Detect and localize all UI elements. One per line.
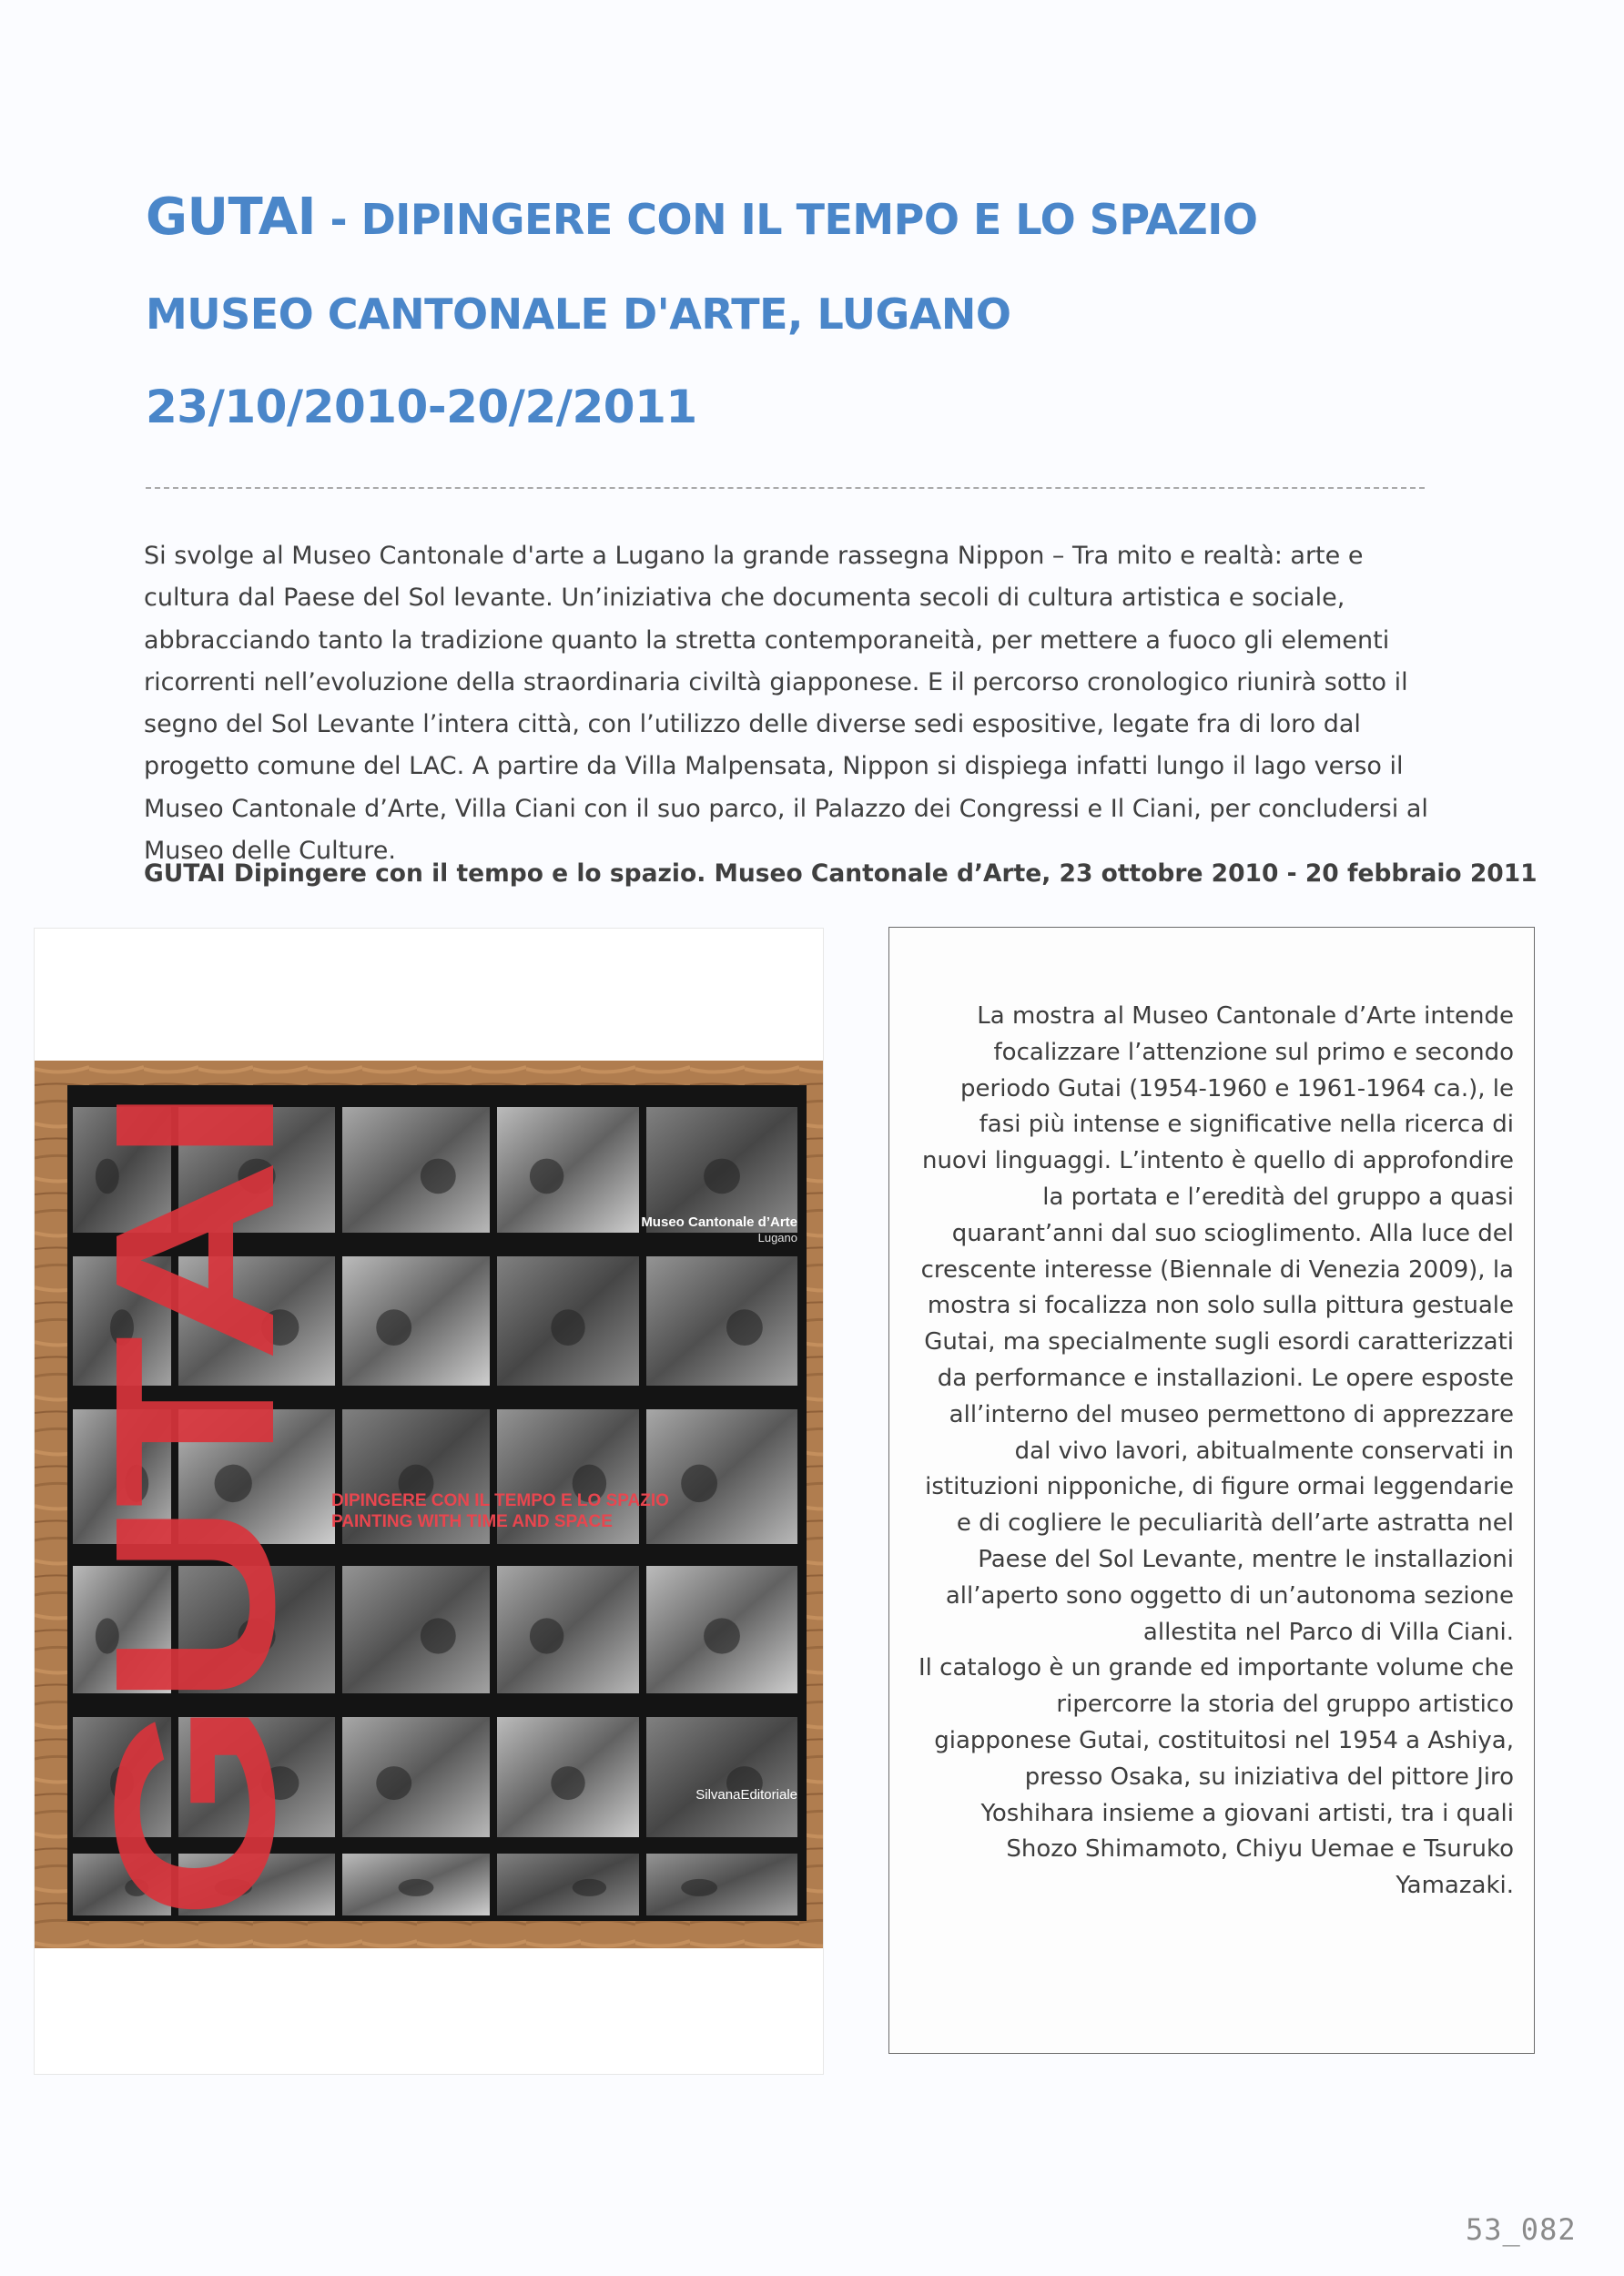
frame-figure (376, 1766, 411, 1800)
film-frame (646, 1717, 797, 1837)
cover-city-label: Lugano (757, 1231, 797, 1245)
frame-figure (399, 1879, 434, 1896)
film-frame (646, 1409, 797, 1544)
title-rest: - DIPINGERE CON IL TEMPO E LO SPAZIO (315, 195, 1258, 244)
film-frame (342, 1566, 490, 1693)
frame-figure (421, 1618, 456, 1653)
film-frame (342, 1256, 490, 1386)
frame-figure (376, 1309, 411, 1346)
cover-subtitle-english: PAINTING WITH TIME AND SPACE (331, 1512, 613, 1531)
dashed-divider (146, 487, 1425, 489)
frame-figure (726, 1309, 763, 1346)
film-frame (342, 1107, 490, 1233)
film-frame (497, 1854, 639, 1915)
frame-figure (530, 1159, 563, 1194)
date-heading: 23/10/2010-20/2/2011 (146, 381, 697, 433)
catalog-cover-illustration (35, 929, 823, 2074)
film-frame (497, 1566, 639, 1693)
frame-figure (704, 1618, 740, 1653)
description-paragraph-2: Il catalogo è un grande ed importante volume che ripercorre la storia del gruppo artistico giapponese Gutai, costituitosi nel 1954 a Ashiya, presso Osaka, su iniziativa del pittore Jiro Yoshihara insieme a giovani artisti, tra i quali Shozo Shimamoto, Chiyu Uemae e Tsuruko Yamazaki. (919, 1654, 1514, 1900)
intro-paragraph: Si svolge al Museo Cantonale d'arte a Lugano la grande rassegna Nippon – Tra mito e realtà: arte e cultura dal Paese del Sol levante. Un’iniziativa che documenta secoli di cultura artistica e sociale, abbracciando tanto la tradizione quanto la stretta contemporaneità, per mettere a fuoco gli elementi ricorrenti nell’evoluzione della straordinaria civiltà giapponese. E il percorso cronologico riunirà sotto il segno del Sol Levante l’intera città, con l’utilizzo delle diverse sedi espositive, legate fra di loro dal progetto comune del LAC. A partire da Villa Malpensata, Nippon si dispiega infatti lungo il lago verso il Museo Cantonale d’Arte, Villa Ciani con il suo parco, il Palazzo dei Congressi e Il Ciani, per concludersi al Museo delle Culture. (144, 542, 1428, 866)
exhibition-description-box (888, 927, 1535, 2054)
description-paragraph-1: La mostra al Museo Cantonale d’Arte intende focalizzare l’attenzione sul primo e secondo periodo Gutai (1954-1960 e 1961-1964 ca.), le fasi più intense e significative nella ricerca di nuovi linguaggi. L’intento è quello di approfondire la portata e l’eredità del gruppo a quasi quarant’anni dal suo scioglimento. Alla luce del crescente interesse (Biennale di Venezia 2009), la mostra si focalizza non solo sulla pittura gestuale Gutai, ma specialmente sugli esordi caratterizzati da performance e installazioni. Le opere esposte all’interno del museo permettono di apprezzare dal vivo lavori, abitualmente conservati in istituzioni nipponiche, di figure ormai leggendarie e di cogliere le peculiarità dell’arte astratta nel Paese del Sol Levante, mentre le installazioni all’aperto sono oggetto di un’autonoma sezione allestita nel Parco di Villa Ciani. (920, 1002, 1514, 1646)
frame-figure (530, 1618, 563, 1653)
frame-figure (551, 1766, 584, 1800)
film-frame (646, 1854, 797, 1915)
frame-figure (421, 1159, 456, 1194)
film-frame (342, 1717, 490, 1837)
frame-figure (551, 1309, 584, 1346)
frame-figure (704, 1159, 740, 1194)
page-title (146, 188, 1258, 247)
film-frame (497, 1107, 639, 1233)
folio-number: 53_082 (1466, 2212, 1577, 2247)
frame-figure (573, 1879, 606, 1896)
museum-heading: MUSEO CANTONALE D'ARTE, LUGANO (146, 290, 1011, 339)
frame-figure (681, 1465, 717, 1502)
title-gutai: GUTAI (146, 188, 316, 247)
frame-figure (681, 1879, 717, 1896)
film-frame (646, 1256, 797, 1386)
cover-museum-label: Museo Cantonale d’Arte (641, 1214, 797, 1230)
exhibition-subheading: GUTAI Dipingere con il tempo e lo spazio. Museo Cantonale d’Arte, 23 ottobre 2010 - 20 febbraio 2011 (144, 859, 1538, 888)
cover-subtitle-italian: DIPINGERE CON IL TEMPO E LO SPAZIO (331, 1491, 669, 1510)
cover-publisher-label: SilvanaEditoriale (695, 1787, 797, 1803)
catalog-cover-photo (35, 929, 823, 2074)
description-text (913, 999, 1514, 1905)
cover-title-gutai: GUTAI (67, 1256, 321, 1921)
